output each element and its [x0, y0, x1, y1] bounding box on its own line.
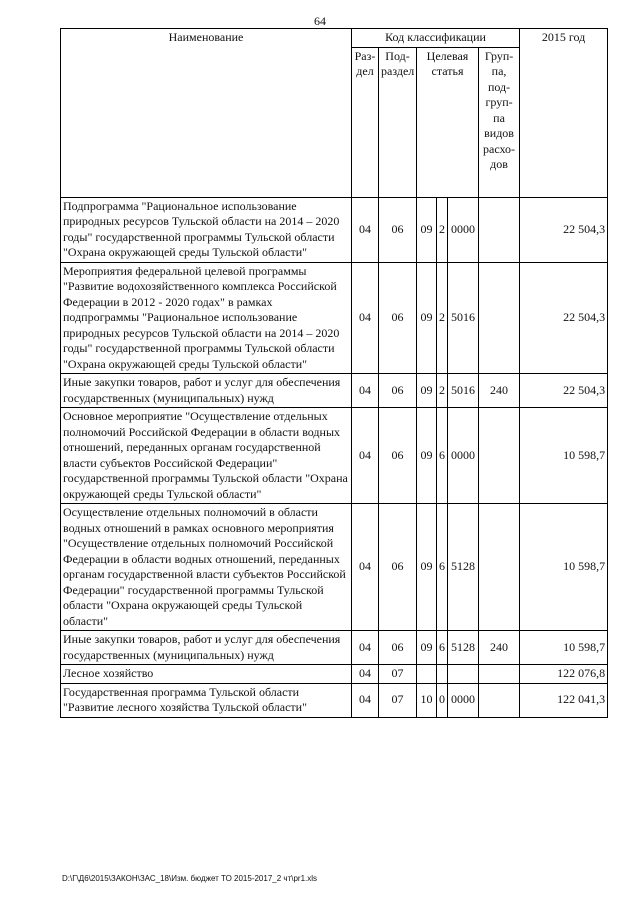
- row-name: Осуществление отдельных полномочий в области водных отношений в рамках основного мероприятия "Осуществление отдельных полномочий Российской Федерации в области водных отношений, переданных органам государственной власти субъектов Российской Федерации" государственной программы Тульской области "Охрана окружающей среды Тульской области": [61, 504, 352, 631]
- row-razdel: 04: [352, 262, 379, 374]
- row-group: [479, 197, 520, 262]
- row-group: 240: [479, 374, 520, 408]
- header-group: Груп-па, под-груп-па видов расхо-дов: [479, 47, 520, 197]
- row-razdel: 04: [352, 665, 379, 684]
- row-podrazdel: 06: [379, 374, 417, 408]
- row-podrazdel: 06: [379, 197, 417, 262]
- row-group: [479, 408, 520, 504]
- row-amount: 10 598,7: [520, 504, 608, 631]
- row-target-direction: [448, 665, 479, 684]
- table-row: [61, 197, 608, 262]
- row-name: Мероприятия федеральной целевой программы "Развитие водохозяйственного комплекса Российской Федерации в 2012 - 2020 годах" в рамках подпрограммы "Рациональное использование природных ресурсов Тульской области на 2014 – 2020 годы" государственной программы Тульской области "Охрана окружающей среды Тульской области": [61, 262, 352, 374]
- row-target-direction: 5016: [448, 374, 479, 408]
- file-path-footer: D:\Г\Д6\2015\ЗАКОН\ЗАС_18\Изм. бюджет ТО 2015-2017_2 чт\pr1.xls: [62, 874, 318, 883]
- row-target-program: 09: [417, 197, 437, 262]
- row-amount: 22 504,3: [520, 374, 608, 408]
- row-amount: 10 598,7: [520, 631, 608, 665]
- row-target-program: 09: [417, 504, 437, 631]
- row-target-direction: 0000: [448, 408, 479, 504]
- row-podrazdel: 07: [379, 665, 417, 684]
- header-name: Наименование: [61, 29, 352, 198]
- row-target-program: [417, 665, 437, 684]
- header-year: 2015 год: [520, 29, 608, 198]
- budget-table: [60, 28, 608, 718]
- row-amount: 122 041,3: [520, 683, 608, 717]
- row-group: 240: [479, 631, 520, 665]
- row-amount: 22 504,3: [520, 197, 608, 262]
- table-row: [61, 631, 608, 665]
- row-amount: 122 076,8: [520, 665, 608, 684]
- table-row: [61, 262, 608, 374]
- row-target-subprogram: 6: [437, 631, 448, 665]
- row-razdel: 04: [352, 683, 379, 717]
- row-podrazdel: 06: [379, 262, 417, 374]
- table-row: [61, 408, 608, 504]
- row-name: Лесное хозяйство: [61, 665, 352, 684]
- row-target-subprogram: 2: [437, 262, 448, 374]
- row-target-program: 10: [417, 683, 437, 717]
- row-name: Подпрограмма "Рациональное использование природных ресурсов Тульской области на 2014 – 2020 годы" государственной программы Тульской области "Охрана окружающей среды Тульской области": [61, 197, 352, 262]
- row-target-subprogram: 6: [437, 408, 448, 504]
- row-podrazdel: 06: [379, 631, 417, 665]
- row-name: Иные закупки товаров, работ и услуг для обеспечения государственных (муниципальных) нужд: [61, 374, 352, 408]
- row-target-subprogram: [437, 665, 448, 684]
- row-target-direction: 0000: [448, 197, 479, 262]
- row-name: Основное мероприятие "Осуществление отдельных полномочий Российской Федерации в области водных отношений, переданных органам государственной власти субъектов Российской Федерации" государственной программы Тульской области "Охрана окружающей среды Тульской области": [61, 408, 352, 504]
- row-razdel: 04: [352, 631, 379, 665]
- header-razdel: Раз-дел: [352, 47, 379, 197]
- row-group: [479, 504, 520, 631]
- row-razdel: 04: [352, 197, 379, 262]
- header-podrazdel: Под-раздел: [379, 47, 417, 197]
- row-name: Государственная программа Тульской области "Развитие лесного хозяйства Тульской области": [61, 683, 352, 717]
- table-row: [61, 665, 608, 684]
- header-classification: Код классификации: [352, 29, 520, 48]
- row-group: [479, 262, 520, 374]
- row-target-direction: 5128: [448, 504, 479, 631]
- row-target-program: 09: [417, 262, 437, 374]
- table-row: [61, 374, 608, 408]
- row-target-subprogram: 2: [437, 374, 448, 408]
- row-group: [479, 683, 520, 717]
- table-row: [61, 504, 608, 631]
- row-target-direction: 5128: [448, 631, 479, 665]
- row-target-direction: 5016: [448, 262, 479, 374]
- row-target-program: 09: [417, 631, 437, 665]
- row-target-direction: 0000: [448, 683, 479, 717]
- row-target-subprogram: 2: [437, 197, 448, 262]
- row-razdel: 04: [352, 408, 379, 504]
- row-name: Иные закупки товаров, работ и услуг для обеспечения государственных (муниципальных) нужд: [61, 631, 352, 665]
- table-row: [61, 683, 608, 717]
- row-podrazdel: 06: [379, 504, 417, 631]
- page-number: 64: [314, 14, 326, 28]
- row-razdel: 04: [352, 374, 379, 408]
- row-target-program: 09: [417, 408, 437, 504]
- row-target-program: 09: [417, 374, 437, 408]
- header-target: Целевая статья: [417, 47, 479, 197]
- row-amount: 10 598,7: [520, 408, 608, 504]
- row-amount: 22 504,3: [520, 262, 608, 374]
- row-group: [479, 665, 520, 684]
- row-podrazdel: 06: [379, 408, 417, 504]
- row-podrazdel: 07: [379, 683, 417, 717]
- row-target-subprogram: 0: [437, 683, 448, 717]
- row-target-subprogram: 6: [437, 504, 448, 631]
- row-razdel: 04: [352, 504, 379, 631]
